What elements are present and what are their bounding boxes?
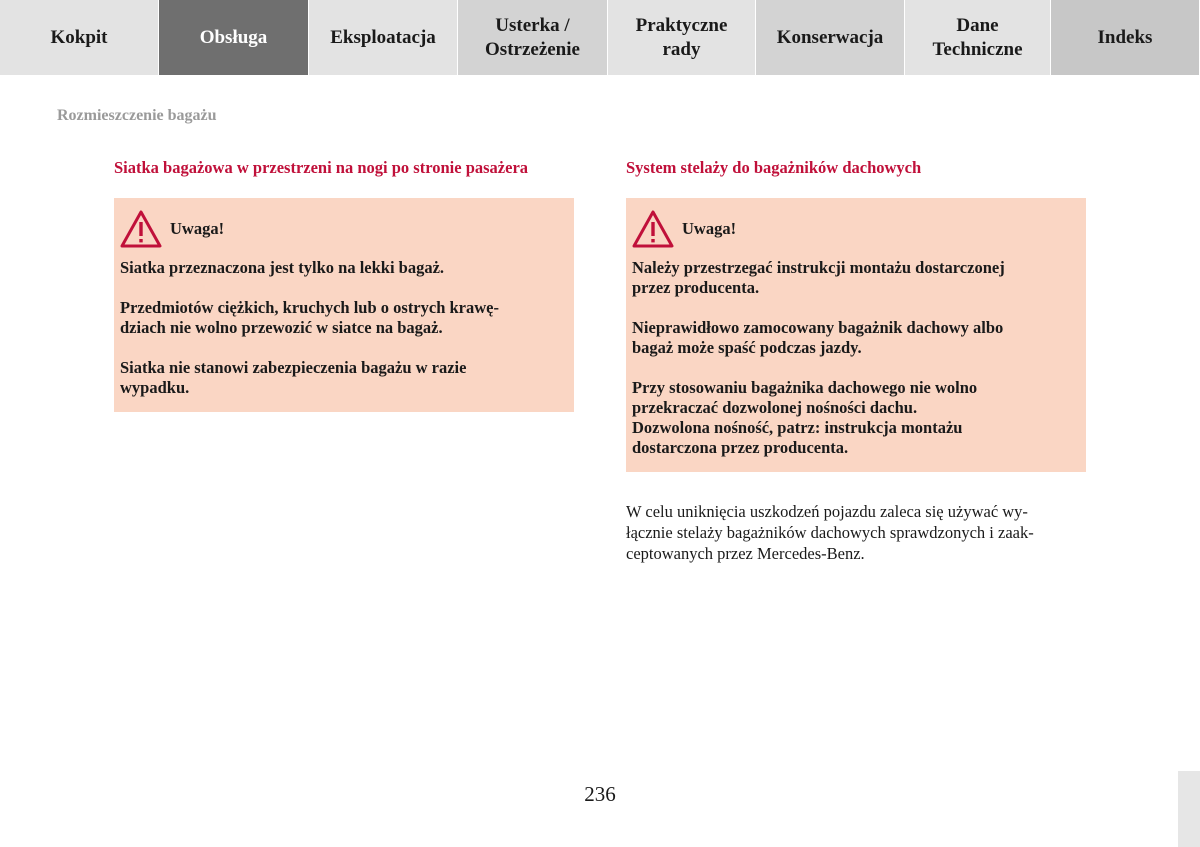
left-warning-box <box>114 198 574 412</box>
right-warning-box <box>626 198 1086 472</box>
right-warning-text-3: Przy stosowaniu bagażnika dachowego nie wolno przekraczać dozwolonej nośności dachu. Dozwolona nośność, patrz: instrukcja montażu dostarczona przez producenta. <box>632 378 978 457</box>
edge-thumb-tab <box>1178 771 1200 847</box>
tab-indeks[interactable]: Indeks <box>1051 0 1200 75</box>
right-body-text: W celu uniknięcia uszkodzeń pojazdu zaleca się używać wy- łącznie stelaży bagażników dachowych sprawdzonych i zaak- ceptowanych przez Mercedes-Benz. <box>626 502 1034 563</box>
warning-triangle-icon <box>632 210 674 248</box>
tab-obsluga[interactable]: Obsługa <box>159 0 309 75</box>
tab-kokpit[interactable]: Kokpit <box>0 0 159 75</box>
section-title: Rozmieszczenie bagażu <box>57 107 217 124</box>
tab-praktyczne-rady[interactable]: Praktyczne rady <box>608 0 756 75</box>
right-warning-text-1: Należy przestrzegać instrukcji montażu dostarczonej przez producenta. <box>632 258 1005 297</box>
right-warning-text-2: Nieprawidłowo zamocowany bagażnik dachowy albo bagaż może spaść podczas jazdy. <box>632 318 1004 357</box>
right-warning-header <box>632 210 1080 248</box>
left-warning-header <box>120 210 568 248</box>
left-warning-text-1: Siatka przeznaczona jest tylko na lekki bagaż. <box>120 258 445 277</box>
warning-triangle-icon <box>120 210 162 248</box>
left-warning-text-2: Przedmiotów ciężkich, kruchych lub o ostrych krawę- dziach nie wolno przewozić w siatce na bagaż. <box>120 298 499 337</box>
tab-eksploatacja[interactable]: Eksploatacja <box>309 0 458 75</box>
left-warning-title: Uwaga! <box>170 219 225 238</box>
tab-konserwacja[interactable]: Konserwacja <box>756 0 905 75</box>
left-heading: Siatka bagażowa w przestrzeni na nogi po stronie pasażera <box>114 158 529 177</box>
right-warning-title: Uwaga! <box>682 219 737 238</box>
page-number: 236 <box>584 782 616 806</box>
left-warning-text-3: Siatka nie stanowi zabezpieczenia bagażu w razie wypadku. <box>120 358 467 397</box>
tab-usterka-ostrzezenie[interactable]: Usterka / Ostrzeżenie <box>458 0 608 75</box>
right-heading: System stelaży do bagażników dachowych <box>626 158 922 177</box>
chapter-tabs <box>0 0 1200 75</box>
tab-dane-techniczne[interactable]: Dane Techniczne <box>905 0 1051 75</box>
